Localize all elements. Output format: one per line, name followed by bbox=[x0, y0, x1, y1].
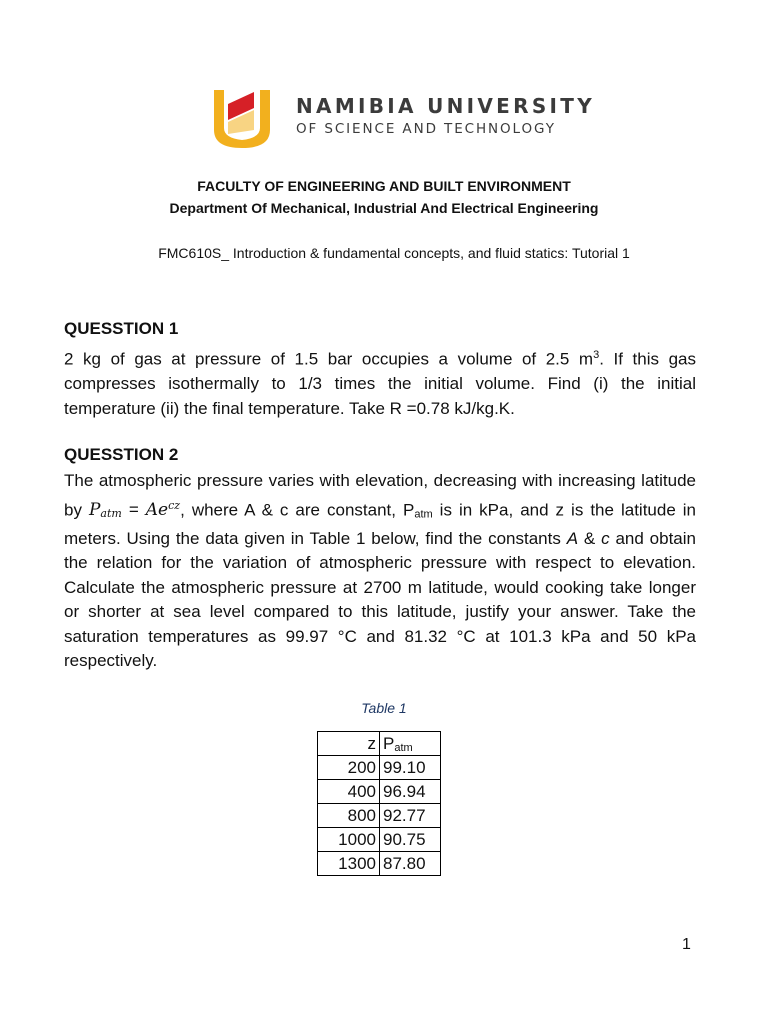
cell-z: 200 bbox=[318, 756, 380, 780]
logo-line-2: OF SCIENCE AND TECHNOLOGY bbox=[296, 121, 556, 137]
pressure-equation: Patm = $Ae^{cz}$ bbox=[88, 498, 181, 521]
table-row bbox=[318, 756, 441, 780]
cell-z: 1300 bbox=[318, 852, 380, 876]
faculty-title: FACULTY OF ENGINEERING AND BUILT ENVIRONMENT bbox=[197, 178, 571, 194]
cell-z: 1000 bbox=[318, 828, 380, 852]
page-number: 1 bbox=[682, 936, 691, 953]
table-row bbox=[318, 804, 441, 828]
department-title: Department Of Mechanical, Industrial And Electrical Engineering bbox=[169, 200, 599, 216]
table-row bbox=[318, 780, 441, 804]
course-title: FMC610S_ Introduction & fundamental concepts, and fluid statics: Tutorial 1 bbox=[158, 245, 630, 261]
university-logo bbox=[208, 84, 596, 150]
cell-z: 800 bbox=[318, 804, 380, 828]
question-1-text: 2 kg of gas at pressure of 1.5 bar occupies a volume of 2.5 $m^3$. If this gas compresses isothermally to 1/3 times the initial volume. Find (i) the initial temperature (ii) the final temperature. Take R =0.78 kJ/kg.K. bbox=[64, 349, 696, 418]
question-2-heading: QUESSTION 2 bbox=[64, 445, 179, 464]
cell-patm: 87.80 bbox=[380, 852, 441, 876]
cell-z: 400 bbox=[318, 780, 380, 804]
cell-patm: 90.75 bbox=[380, 828, 441, 852]
table-header-row bbox=[318, 732, 441, 756]
question-2-text: The atmospheric pressure varies with elevation, decreasing with increasing latitude by Patm = $Ae^{cz}$, where A & c are constant, Patm is in kPa, and z is the latitude in meters. Using the data given in Table 1 below, find the constants A & c and obtain the relation for the variation of atmospheric pressure with respect to elevation. Calculate the atmospheric pressure at 2700 m latitude, would cooking take longer or shorter at sea level compared to this latitude, justify your answer. Take the saturation temperatures as 99.97 °C and 81.32 °C at 101.3 kPa and 50 kPa respectively. bbox=[64, 471, 697, 671]
cell-patm: 92.77 bbox=[380, 804, 441, 828]
data-table bbox=[317, 731, 441, 876]
logo-line-1: NAMIBIA UNIVERSITY bbox=[296, 94, 596, 118]
table-row bbox=[318, 852, 441, 876]
table-row bbox=[318, 828, 441, 852]
cell-patm: 96.94 bbox=[380, 780, 441, 804]
header-patm: Patm bbox=[380, 732, 441, 756]
nust-emblem-icon bbox=[208, 84, 276, 150]
table-caption: Table 1 bbox=[361, 700, 407, 716]
cell-patm: 99.10 bbox=[380, 756, 441, 780]
question-1-heading: QUESSTION 1 bbox=[64, 319, 179, 338]
header-z: z bbox=[318, 732, 380, 756]
